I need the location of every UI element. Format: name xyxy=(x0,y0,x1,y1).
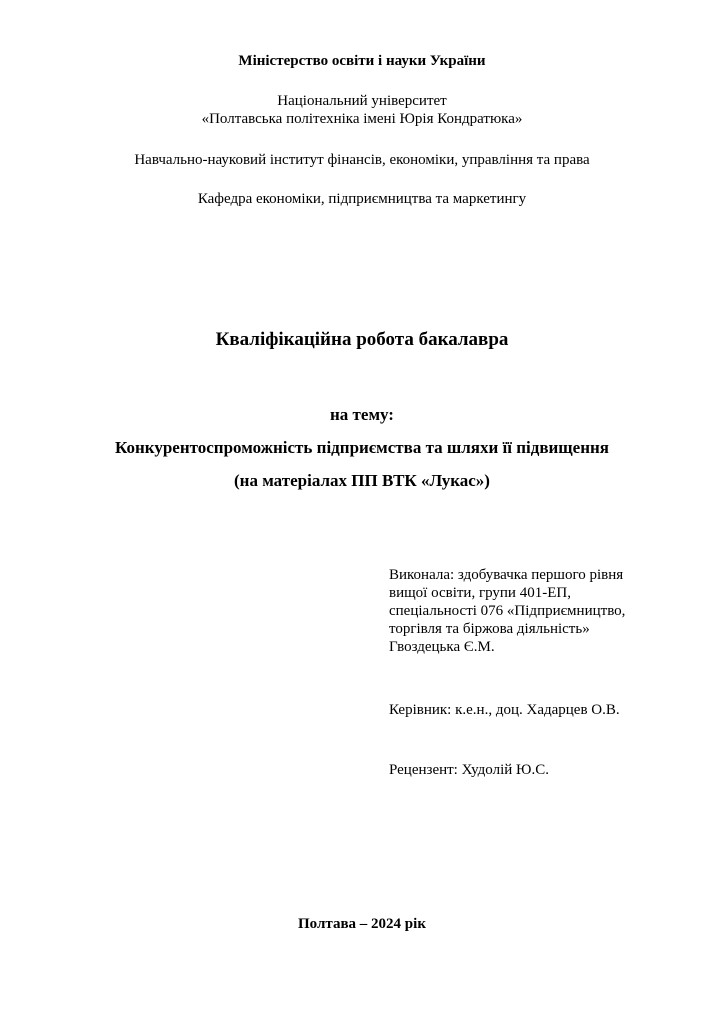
city-year: Полтава – 2024 рік xyxy=(298,916,426,932)
author-info-line: торгівля та біржова діяльність» xyxy=(389,621,590,637)
topic-title-line2: (на матеріалах ПП ВТК «Лукас») xyxy=(234,471,490,490)
institute-name: Навчально-науковий інститут фінансів, економіки, управління та права xyxy=(134,152,590,168)
topic-label: на тему: xyxy=(330,405,394,424)
author-info-line: Виконала: здобувачка першого рівня xyxy=(389,567,624,583)
ministry-heading: Міністерство освіти і науки України xyxy=(238,53,486,69)
author-info-line: спеціальності 076 «Підприємництво, xyxy=(389,603,626,619)
topic-title-line1: Конкурентоспроможність підприємства та шляхи її підвищення xyxy=(115,438,609,457)
supervisor-info: Керівник: к.е.н., доц. Хадарцев О.В. xyxy=(389,702,620,718)
university-name-line2: «Полтавська політехніка імені Юрія Кондратюка» xyxy=(201,111,523,127)
university-name-line1: Національний університет xyxy=(277,93,447,109)
department-name: Кафедра економіки, підприємництва та маркетингу xyxy=(197,191,527,207)
work-type-title: Кваліфікаційна робота бакалавра xyxy=(215,329,509,350)
author-info xyxy=(389,566,689,656)
author-name: Гвоздецька Є.М. xyxy=(389,639,495,655)
author-info-line: вищої освіти, групи 401-ЕП, xyxy=(389,585,571,601)
reviewer-info: Рецензент: Худолій Ю.С. xyxy=(389,762,549,778)
